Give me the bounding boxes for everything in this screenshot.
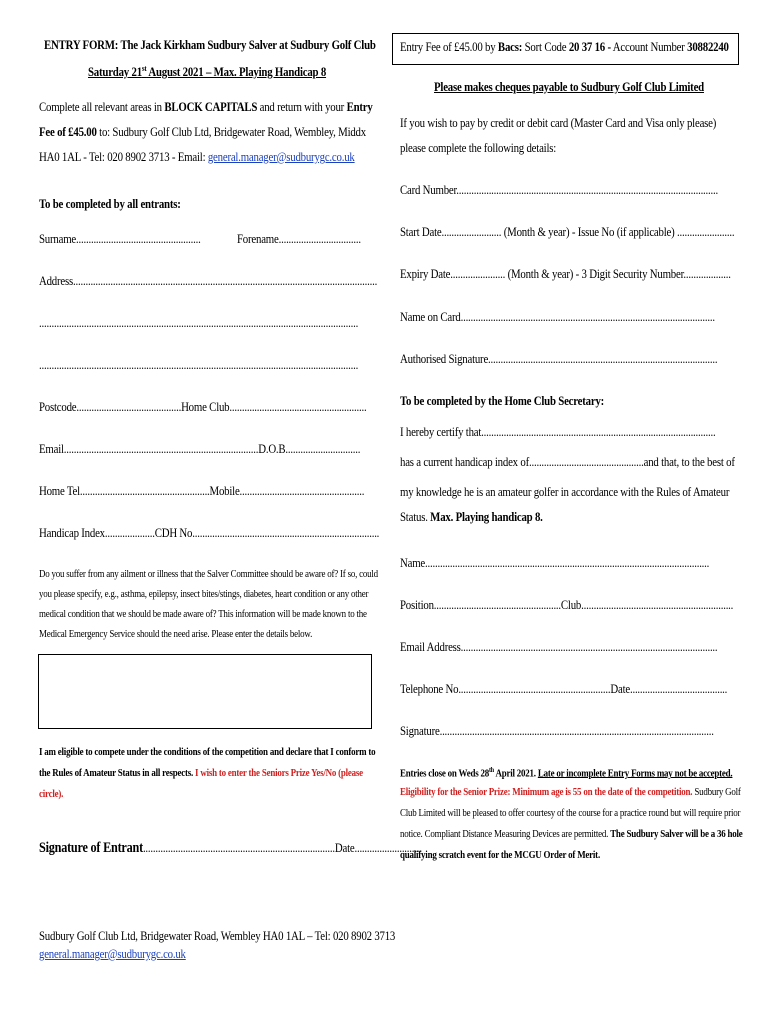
surname-field[interactable]: Surname.................................................. — [39, 232, 201, 246]
card-info-line2: please complete the following details: — [400, 141, 557, 155]
all-entrants-heading: To be completed by all entrants: — [39, 197, 181, 211]
start-date-field[interactable]: Start Date........................ (Month & year) - Issue No (if applicable) ....................... — [400, 225, 735, 239]
hometel-mobile-field[interactable]: Home Tel....................................................Mobile.................................................. — [39, 484, 365, 498]
card-info-line1: If you wish to pay by credit or debit card (Master Card and Visa only please) — [400, 116, 717, 130]
closing-date-notice: Entries close on Weds 28th April 2021. Late or incomplete Entry Forms may not be accepted. — [400, 766, 733, 780]
eligibility-line3: circle). — [39, 789, 64, 800]
address-field[interactable]: Address.......................................................................................................................... — [39, 274, 378, 288]
intro-line3: HA0 1AL - Tel: 020 8902 3713 - Email: general.manager@sudburygc.co.uk — [39, 150, 355, 164]
knowledge-text: my knowledge he is an amateur golfer in accordance with the Rules of Amateur — [400, 485, 730, 499]
status-text: Status. Max. Playing handicap 8. — [400, 510, 543, 524]
address-line2[interactable]: ................................................................................................................................ — [39, 316, 359, 330]
handicap-index-field[interactable]: has a current handicap index of..............................................and that, to the best of — [400, 455, 735, 469]
seniors-eligibility: Eligibility for the Senior Prize: Minimum age is 55 on the date of the competition. Sudbury Golf — [400, 787, 741, 798]
entry-fee-text: Entry Fee of £45.00 by Bacs: Sort Code 20 37 16 - Account Number 30882240 — [400, 40, 729, 54]
ailment-text-3: medical condition that we should be made aware of? This information will be made known to the — [39, 609, 367, 620]
email-link[interactable]: general.manager@sudburygc.co.uk — [207, 150, 355, 164]
secretary-signature-field[interactable]: Signature.............................................................................................................. — [400, 724, 714, 738]
position-club-field[interactable]: Position...................................................Club............................................................. — [400, 598, 734, 612]
courtesy-line2: notice. Compliant Distance Measuring Devices are permitted. The Sudbury Salver will be a 36 hole — [400, 829, 743, 840]
telephone-date-field[interactable]: Telephone No.............................................................Date....................................... — [400, 682, 728, 696]
secretary-heading: To be completed by the Home Club Secretary: — [400, 394, 605, 408]
eligibility-line1: I am eligible to compete under the conditions of the competition and declare that I conform to — [39, 747, 376, 758]
name-on-card-field[interactable]: Name on Card...................................................................................................... — [400, 310, 715, 324]
authorised-signature-field[interactable]: Authorised Signature............................................................................................ — [400, 352, 718, 366]
footer-address: Sudbury Golf Club Ltd, Bridgewater Road, Wembley HA0 1AL – Tel: 020 8902 3713 — [39, 929, 396, 943]
form-title-line1: ENTRY FORM: The Jack Kirkham Sudbury Salver at Sudbury Golf Club — [44, 38, 376, 52]
ailment-text-4: Medical Emergency Service should the need arise. Please enter the details below. — [39, 629, 313, 640]
ailment-text-1: Do you suffer from any ailment or illness that the Salver Committee should be aware of? If so, could — [39, 569, 378, 580]
secretary-email-field[interactable]: Email Address....................................................................................................... — [400, 640, 718, 654]
courtesy-line3: qualifying scratch event for the MCGU Order of Merit. — [400, 850, 600, 861]
entrant-signature-field[interactable]: Signature of Entrant.............................................................................Date........................... — [39, 840, 422, 856]
intro-line1: Complete all relevant areas in BLOCK CAPITALS and return with your Entry — [39, 100, 373, 114]
courtesy-line1: Club Limited will be pleased to offer courtesy of the course for a practice round but will require prior — [400, 808, 741, 819]
postcode-homeclub-field[interactable]: Postcode..........................................Home Club....................................................... — [39, 400, 367, 414]
expiry-date-field[interactable]: Expiry Date...................... (Month & year) - 3 Digit Security Number................... — [400, 267, 731, 281]
intro-line2: Fee of £45.00 to: Sudbury Golf Club Ltd, Bridgewater Road, Wembley, Middx — [39, 125, 366, 139]
cheques-notice: Please makes cheques payable to Sudbury Golf Club Limited — [434, 80, 704, 94]
form-title-line2: Saturday 21st August 2021 – Max. Playing Handicap 8 — [88, 64, 327, 80]
card-number-field[interactable]: Card Number......................................................................................................... — [400, 183, 719, 197]
address-line3[interactable]: ................................................................................................................................ — [39, 358, 359, 372]
certify-field[interactable]: I hereby certify that.............................................................................................. — [400, 425, 716, 439]
secretary-name-field[interactable]: Name.................................................................................................................. — [400, 556, 710, 570]
email-dob-field[interactable]: Email..............................................................................D.O.B.............................. — [39, 442, 361, 456]
forename-field[interactable]: Forename................................. — [237, 232, 361, 246]
eligibility-line2: the Rules of Amateur Status in all respects. I wish to enter the Seniors Prize Yes/No (please — [39, 768, 363, 779]
footer-email-link[interactable]: general.manager@sudburygc.co.uk — [39, 947, 186, 961]
handicap-cdh-field[interactable]: Handicap Index....................CDH No........................................................................... — [39, 526, 380, 540]
ailment-text-2: you please specify, e.g., asthma, epilepsy, insect bites/stings, diabetes, heart condition or any other — [39, 589, 369, 600]
medical-details-box[interactable] — [38, 654, 372, 729]
